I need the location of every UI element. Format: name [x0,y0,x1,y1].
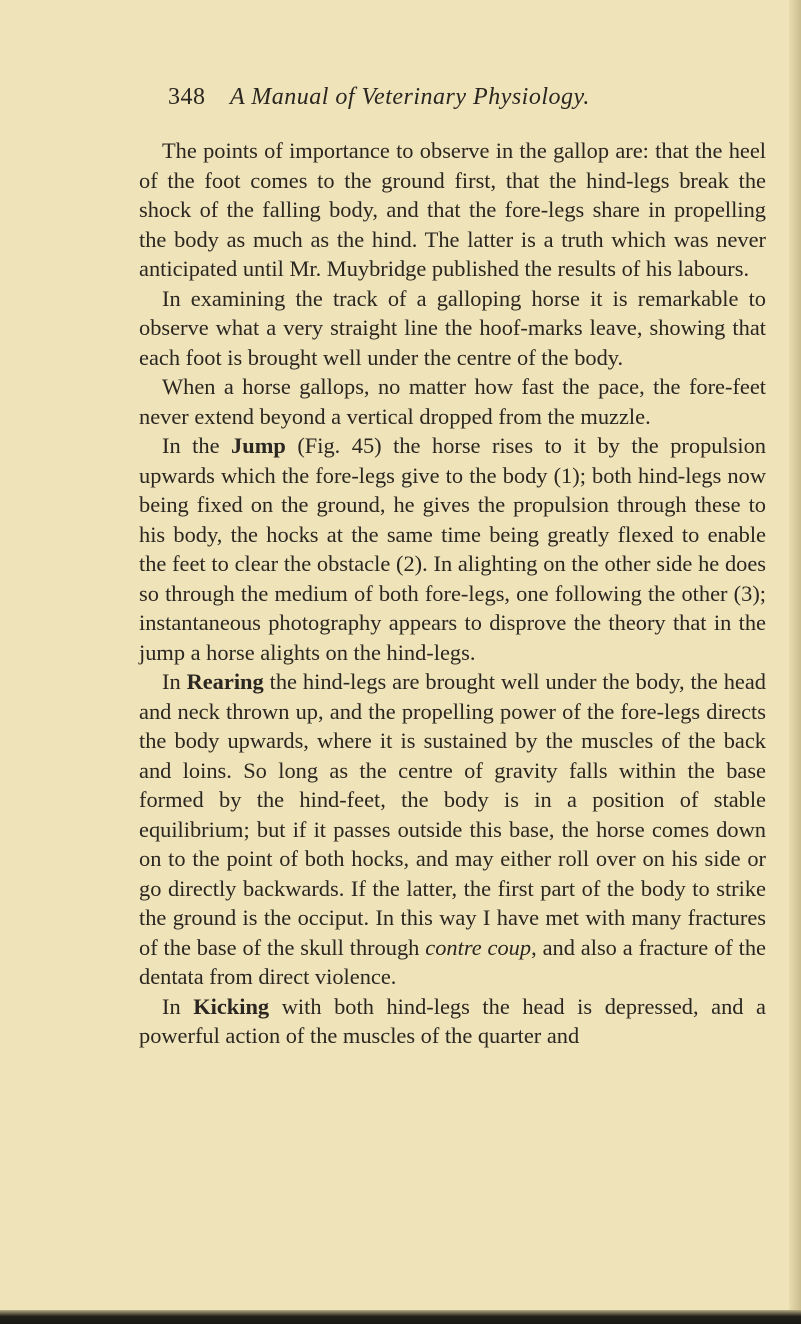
paragraph-lead: In [162,993,194,1019]
paragraph-text: (Fig. 45) the horse rises to it by the propulsion upwards which the fore-legs give to the body (1); both hind-legs now being fixed on the ground, he gives the propulsion through these to his body, the hocks at the same time being greatly flexed to enable the feet to clear the obstacle (2). In alighting on the other side he does so through the medium of both fore-legs, one following the other (3); instantaneous photography appears to disprove the theory that in the jump a horse alights on the hind-legs. [139,433,767,665]
running-title: A Manual of Veterinary Physiology. [230,84,590,110]
paragraph-jump [139,431,766,667]
term-rearing: Rearing [186,669,264,694]
body-text [139,136,766,1051]
bottom-edge [0,1310,801,1324]
paragraph-rearing [139,667,766,992]
term-jump: Jump [231,433,286,458]
paragraph-hoof-track [139,284,766,373]
page-edge [789,0,801,1324]
paragraph-lead: In [162,669,187,694]
paragraph-text: The points of importance to observe in the gallop are: that the heel of the foot comes to the ground first, that the hind-legs break the shock of the falling body, and that the fore-legs share in propelling the body as much as the hind. The latter is a truth which was never anticipated until Mr. Muybridge published the results of his labours. [139,138,766,281]
paragraph-text: with both hind-legs the head is depressed, and a powerful action of the muscles of the quarter and [139,993,766,1048]
italic-term-contre-coup: contre coup [425,934,532,960]
paragraph-text: When a horse gallops, no matter how fast the pace, the fore-feet never extend beyond a vertical dropped from the muzzle. [139,374,766,429]
term-kicking: Kicking [193,993,270,1019]
paragraph-text-after: , and also a fracture of the dentata from direct violence. [139,934,766,989]
paragraph-lead: In the [162,433,232,458]
paragraph-text: the hind-legs are brought well under the body, the head and neck thrown up, and the propelling power of the fore-legs directs the body upwards, where it is sustained by the muscles of the back and loins. So long as the centre of gravity falls within the base formed by the hind-feet, the body is in a position of stable equilibrium; but if it passes outside this base, the horse comes down on to the point of both hocks, and may either roll over on his side or go directly backwards. If the latter, the first part of the body to strike the ground is the occiput. In this way I have met with many fractures of the base of the skull through [139,669,767,960]
paragraph-text: In examining the track of a galloping horse it is remarkable to observe what a very straight line the hoof-marks leave, showing that each foot is brought well under the centre of the body. [139,285,766,370]
paragraph-gallop-points [139,136,766,284]
paragraph-fore-feet [139,372,766,431]
running-header [168,84,590,111]
page-number: 348 [168,84,206,110]
paragraph-kicking [139,992,766,1051]
